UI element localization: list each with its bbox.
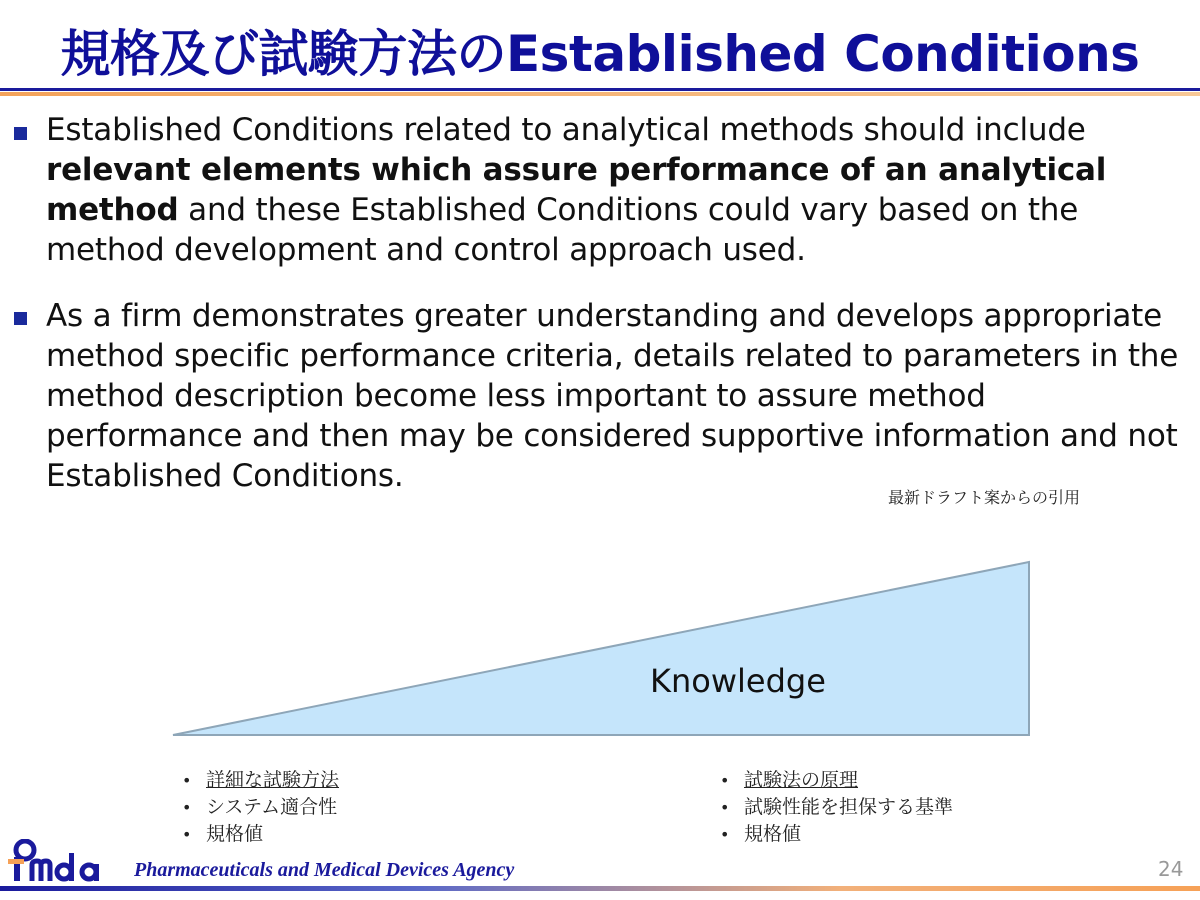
knowledge-label: Knowledge: [650, 662, 826, 700]
bullet-text-2: As a firm demonstrates greater understanding and develops appropriate method specific performance criteria, details related to parameters in the method description become less important to assure method performance and then may be considered supportive information and not Established Conditions.: [46, 298, 1179, 494]
bullet-dot-icon: •: [720, 825, 730, 844]
bullet-dot-icon: •: [182, 771, 192, 790]
citation-note: 最新ドラフト案からの引用: [888, 488, 1081, 507]
bullet-dot-icon: •: [720, 771, 730, 790]
pmda-logo: [8, 839, 108, 883]
agency-name: Pharmaceuticals and Medical Devices Agency: [134, 859, 515, 881]
page-number: 24: [1158, 857, 1184, 881]
left-requirement-item: [178, 794, 339, 821]
right-requirement-item: [716, 794, 953, 821]
right-requirement-item-label: 規格値: [744, 823, 802, 845]
right-requirement-item-label: 試験法の原理: [744, 769, 859, 791]
left-requirement-item: [178, 767, 339, 794]
left-requirement-item-label: 規格値: [206, 823, 264, 845]
bullet-dot-icon: •: [182, 825, 192, 844]
right-requirement-item-label: 試験性能を担保する基準: [744, 796, 954, 818]
bullet-1-rest: and these Established Conditions could vary based on the method development and control approach used.: [46, 192, 1079, 268]
left-requirement-item: [178, 821, 339, 848]
bullet-dot-icon: •: [182, 798, 192, 817]
right-requirement-item: [716, 767, 953, 794]
slide-title: 規格及び試験方法のEstablished Conditions: [60, 25, 1140, 83]
knowledge-wedge-shape: [173, 562, 1029, 735]
left-requirement-list: [178, 767, 339, 848]
bullet-1-intro: Established Conditions related to analytical methods should include: [46, 112, 1086, 148]
footer-divider: [0, 886, 1200, 891]
left-requirement-item-label: 詳細な試験方法: [206, 769, 340, 791]
right-requirement-list: [716, 767, 953, 848]
right-requirement-item: [716, 821, 953, 848]
bullet-1-emphasis: relevant elements which assure performance of an analytical method: [46, 152, 1107, 228]
bullet-dot-icon: •: [720, 798, 730, 817]
left-requirement-item-label: システム適合性: [206, 796, 338, 818]
